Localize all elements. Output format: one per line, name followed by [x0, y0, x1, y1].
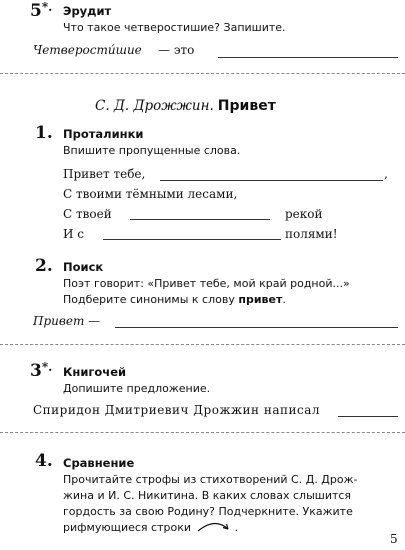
poem-line-1: Привет тебе,	[63, 167, 146, 181]
exercise-4-task-line-1: Прочитайте строфы из стихотворений С. Д. Дрож-	[63, 473, 358, 486]
exercise-5-dash-word: — это	[158, 43, 195, 57]
exercise-3-task: Допишите предложение.	[63, 382, 211, 395]
divider	[0, 344, 405, 345]
exercise-2-answer-label: Привет —	[33, 314, 101, 328]
exercise-5-number: 5*.	[30, 0, 53, 21]
divider	[0, 432, 405, 433]
exercise-4-task-line-4: рифмующиеся строки .	[63, 521, 239, 534]
exercise-4-heading: Сравнение	[63, 456, 135, 470]
page-number: 5	[390, 532, 398, 546]
poem-line-3-end: рекой	[285, 207, 323, 221]
poem-line-1-blank[interactable]	[160, 180, 383, 181]
exercise-5-term: Четверостишие	[33, 43, 142, 57]
exercise-4-number: 4.	[35, 451, 53, 471]
poem-line-2: С твоими тёмными лесами,	[63, 187, 238, 201]
poem-line-4-start: И с	[63, 227, 84, 241]
rhyme-arc-icon	[195, 519, 235, 533]
exercise-2-answer-line[interactable]	[115, 327, 398, 328]
exercise-3-heading: Книгочей	[63, 365, 127, 379]
exercise-3-sentence: Спиридон Дмитриевич Дрожжин написал	[33, 403, 320, 417]
poem-line-4-end: полями!	[285, 227, 338, 241]
divider	[0, 73, 405, 74]
exercise-5-answer-line[interactable]	[218, 57, 398, 58]
exercise-2-number: 2.	[35, 256, 53, 276]
poem-line-3-start: С твоей	[63, 207, 112, 221]
exercise-1-task: Впишите пропущенные слова.	[63, 144, 241, 157]
exercise-2-heading: Поиск	[63, 260, 104, 274]
exercise-3-answer-line[interactable]	[338, 416, 398, 417]
exercise-5-task: Что такое четверостишие? Запишите.	[63, 21, 286, 34]
exercise-4-task-line-2: жина и И. С. Никитина. В каких словах слышится	[63, 489, 352, 502]
exercise-2-task-line-1: Поэт говорит: «Привет тебе, мой край родной...»	[63, 277, 350, 290]
poem-line-1-end: ,	[384, 167, 388, 181]
exercise-1-number: 1.	[35, 123, 53, 143]
exercise-5-heading: Эрудит	[63, 4, 112, 18]
poem-line-4-blank[interactable]	[103, 239, 281, 240]
poem-line-3-blank[interactable]	[130, 219, 270, 220]
exercise-3-number: 3*.	[30, 360, 53, 381]
exercise-2-task-line-2: Подберите синонимы к слову привет.	[63, 293, 286, 306]
section-title: С. Д. Дрожжин. Привет	[95, 98, 276, 114]
exercise-1-heading: Проталинки	[63, 127, 144, 141]
exercise-4-task-line-3: гордость за свою Родину? Подчеркните. Укажите	[63, 505, 353, 518]
